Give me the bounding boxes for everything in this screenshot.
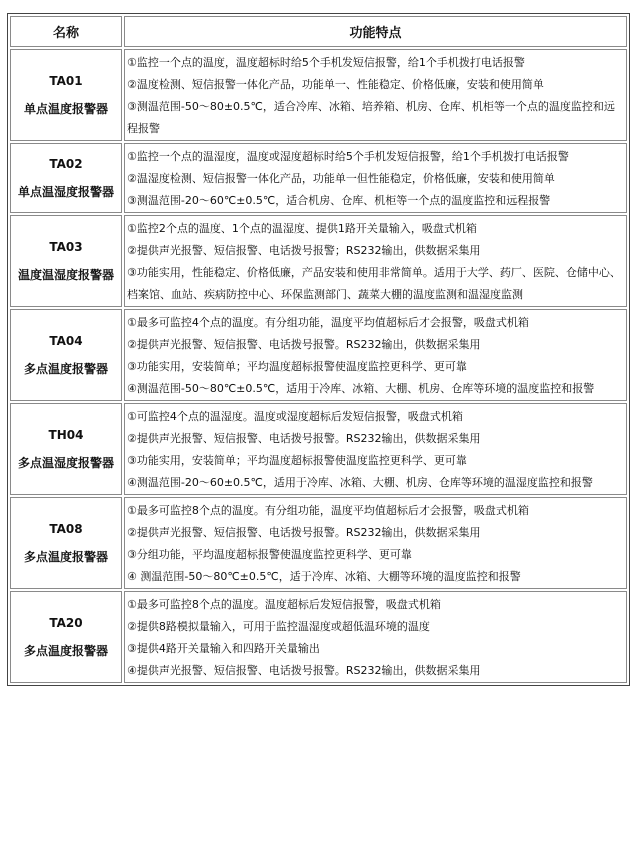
- feature-item: ①最多可监控8个点的温度。有分组功能，温度平均值超标后才会报警，吸盘式机箱: [127, 504, 529, 517]
- feature-cell: [124, 49, 627, 141]
- feature-item: ①监控一个点的温度，温度超标时给5个手机发短信报警，给1个手机拨打电话报警: [127, 56, 525, 69]
- feature-cell: [124, 143, 627, 213]
- feature-item: ③测温范围-20～60℃±0.5℃，适合机房、仓库、机柜等一个点的温度监控和远程报警: [127, 194, 551, 207]
- feature-item: ①监控2个点的温度、1个点的温湿度、提供1路开关量输入，吸盘式机箱: [127, 222, 477, 235]
- feature-item: ③测温范围-50～80±0.5℃，适合冷库、冰箱、培养箱、机房、仓库、机柜等一个点的温度监控和远程报警: [127, 100, 615, 135]
- feature-item: ①可监控4个点的温湿度。温度或湿度超标后发短信报警，吸盘式机箱: [127, 410, 463, 423]
- model-code: TA08: [49, 522, 83, 536]
- feature-item: ①监控一个点的温湿度，温度或湿度超标时给5个手机发短信报警，给1个手机拨打电话报警: [127, 150, 569, 163]
- feature-item: ②提供8路模拟量输入，可用于监控温湿度或超低温环境的温度: [127, 620, 430, 633]
- table-row: [10, 143, 627, 213]
- feature-item: ①最多可监控4个点的温度。有分组功能，温度平均值超标后才会报警，吸盘式机箱: [127, 316, 529, 329]
- feature-item: ③提供4路开关量输入和四路开关量输出: [127, 642, 320, 655]
- feature-item: ③功能实用，性能稳定、价格低廉，产品安装和使用非常简单。适用于大学、药厂、医院、仓储中心、档案馆、血站、疾病防控中心、环保监测部门、蔬菜大棚的温度监测和温湿度监测: [127, 266, 621, 301]
- feature-item: ③功能实用，安装简单；平均温度超标报警使温度监控更科学、更可靠: [127, 454, 467, 467]
- feature-item: ②温湿度检测、短信报警一体化产品，功能单一但性能稳定，价格低廉，安装和使用简单: [127, 172, 555, 185]
- table-row: [10, 591, 627, 683]
- product-name-cell: [10, 591, 122, 683]
- model-code: TA01: [49, 74, 83, 88]
- feature-item: ④测温范围-50～80℃±0.5℃，适用于冷库、冰箱、大棚、机房、仓库等环境的温度监控和报警: [127, 382, 595, 395]
- product-name: 多点温度报警器: [23, 362, 108, 376]
- model-code: TA04: [49, 334, 83, 348]
- feature-item: ③功能实用，安装简单；平均温度超标报警使温度监控更科学、更可靠: [127, 360, 467, 373]
- model-code: TA20: [49, 616, 83, 630]
- product-name: 温度温湿度报警器: [17, 268, 114, 282]
- table-row: [10, 49, 627, 141]
- product-name-cell: [10, 215, 122, 307]
- feature-item: ②温度检测、短信报警一体化产品，功能单一、性能稳定、价格低廉，安装和使用简单: [127, 78, 544, 91]
- table-row: [10, 309, 627, 401]
- model-code: TA02: [49, 157, 83, 171]
- product-feature-table: [7, 13, 630, 686]
- product-name: 多点温度报警器: [23, 550, 108, 564]
- feature-cell: [124, 497, 627, 589]
- table-row: [10, 497, 627, 589]
- table-body: [10, 49, 627, 683]
- model-code: TH04: [48, 428, 84, 442]
- feature-cell: [124, 309, 627, 401]
- header-features: 功能特点: [124, 16, 627, 47]
- table-row: [10, 215, 627, 307]
- product-name: 单点温度报警器: [23, 102, 108, 116]
- product-name: 多点温湿度报警器: [17, 456, 114, 470]
- feature-cell: [124, 403, 627, 495]
- product-name-cell: [10, 403, 122, 495]
- feature-item: ②提供声光报警、短信报警、电话拨号报警。RS232输出，供数据采集用: [127, 526, 481, 539]
- header-name: 名称: [10, 16, 122, 47]
- feature-cell: [124, 215, 627, 307]
- feature-cell: [124, 591, 627, 683]
- product-name-cell: [10, 49, 122, 141]
- product-name-cell: [10, 497, 122, 589]
- product-name: 多点温度报警器: [23, 644, 108, 658]
- product-name-cell: [10, 143, 122, 213]
- model-code: TA03: [49, 240, 83, 254]
- feature-item: ②提供声光报警、短信报警、电话拨号报警；RS232输出，供数据采集用: [127, 244, 481, 257]
- feature-item: ②提供声光报警、短信报警、电话拨号报警。RS232输出，供数据采集用: [127, 338, 481, 351]
- feature-item: ②提供声光报警、短信报警、电话拨号报警。RS232输出，供数据采集用: [127, 432, 481, 445]
- product-name: 单点温湿度报警器: [17, 185, 114, 199]
- feature-item: ①最多可监控8个点的温度。温度超标后发短信报警，吸盘式机箱: [127, 598, 441, 611]
- table-row: [10, 403, 627, 495]
- feature-item: ④提供声光报警、短信报警、电话拨号报警。RS232输出，供数据采集用: [127, 664, 481, 677]
- product-name-cell: [10, 309, 122, 401]
- feature-item: ③分组功能，平均温度超标报警使温度监控更科学、更可靠: [127, 548, 412, 561]
- table-header-row: [10, 16, 627, 47]
- feature-item: ④ 测温范围-50～80℃±0.5℃，适于冷库、冰箱、大棚等环境的温度监控和报警: [127, 570, 521, 583]
- feature-item: ④测温范围-20～60±0.5℃，适用于冷库、冰箱、大棚、机房、仓库等环境的温湿度监控和报警: [127, 476, 593, 489]
